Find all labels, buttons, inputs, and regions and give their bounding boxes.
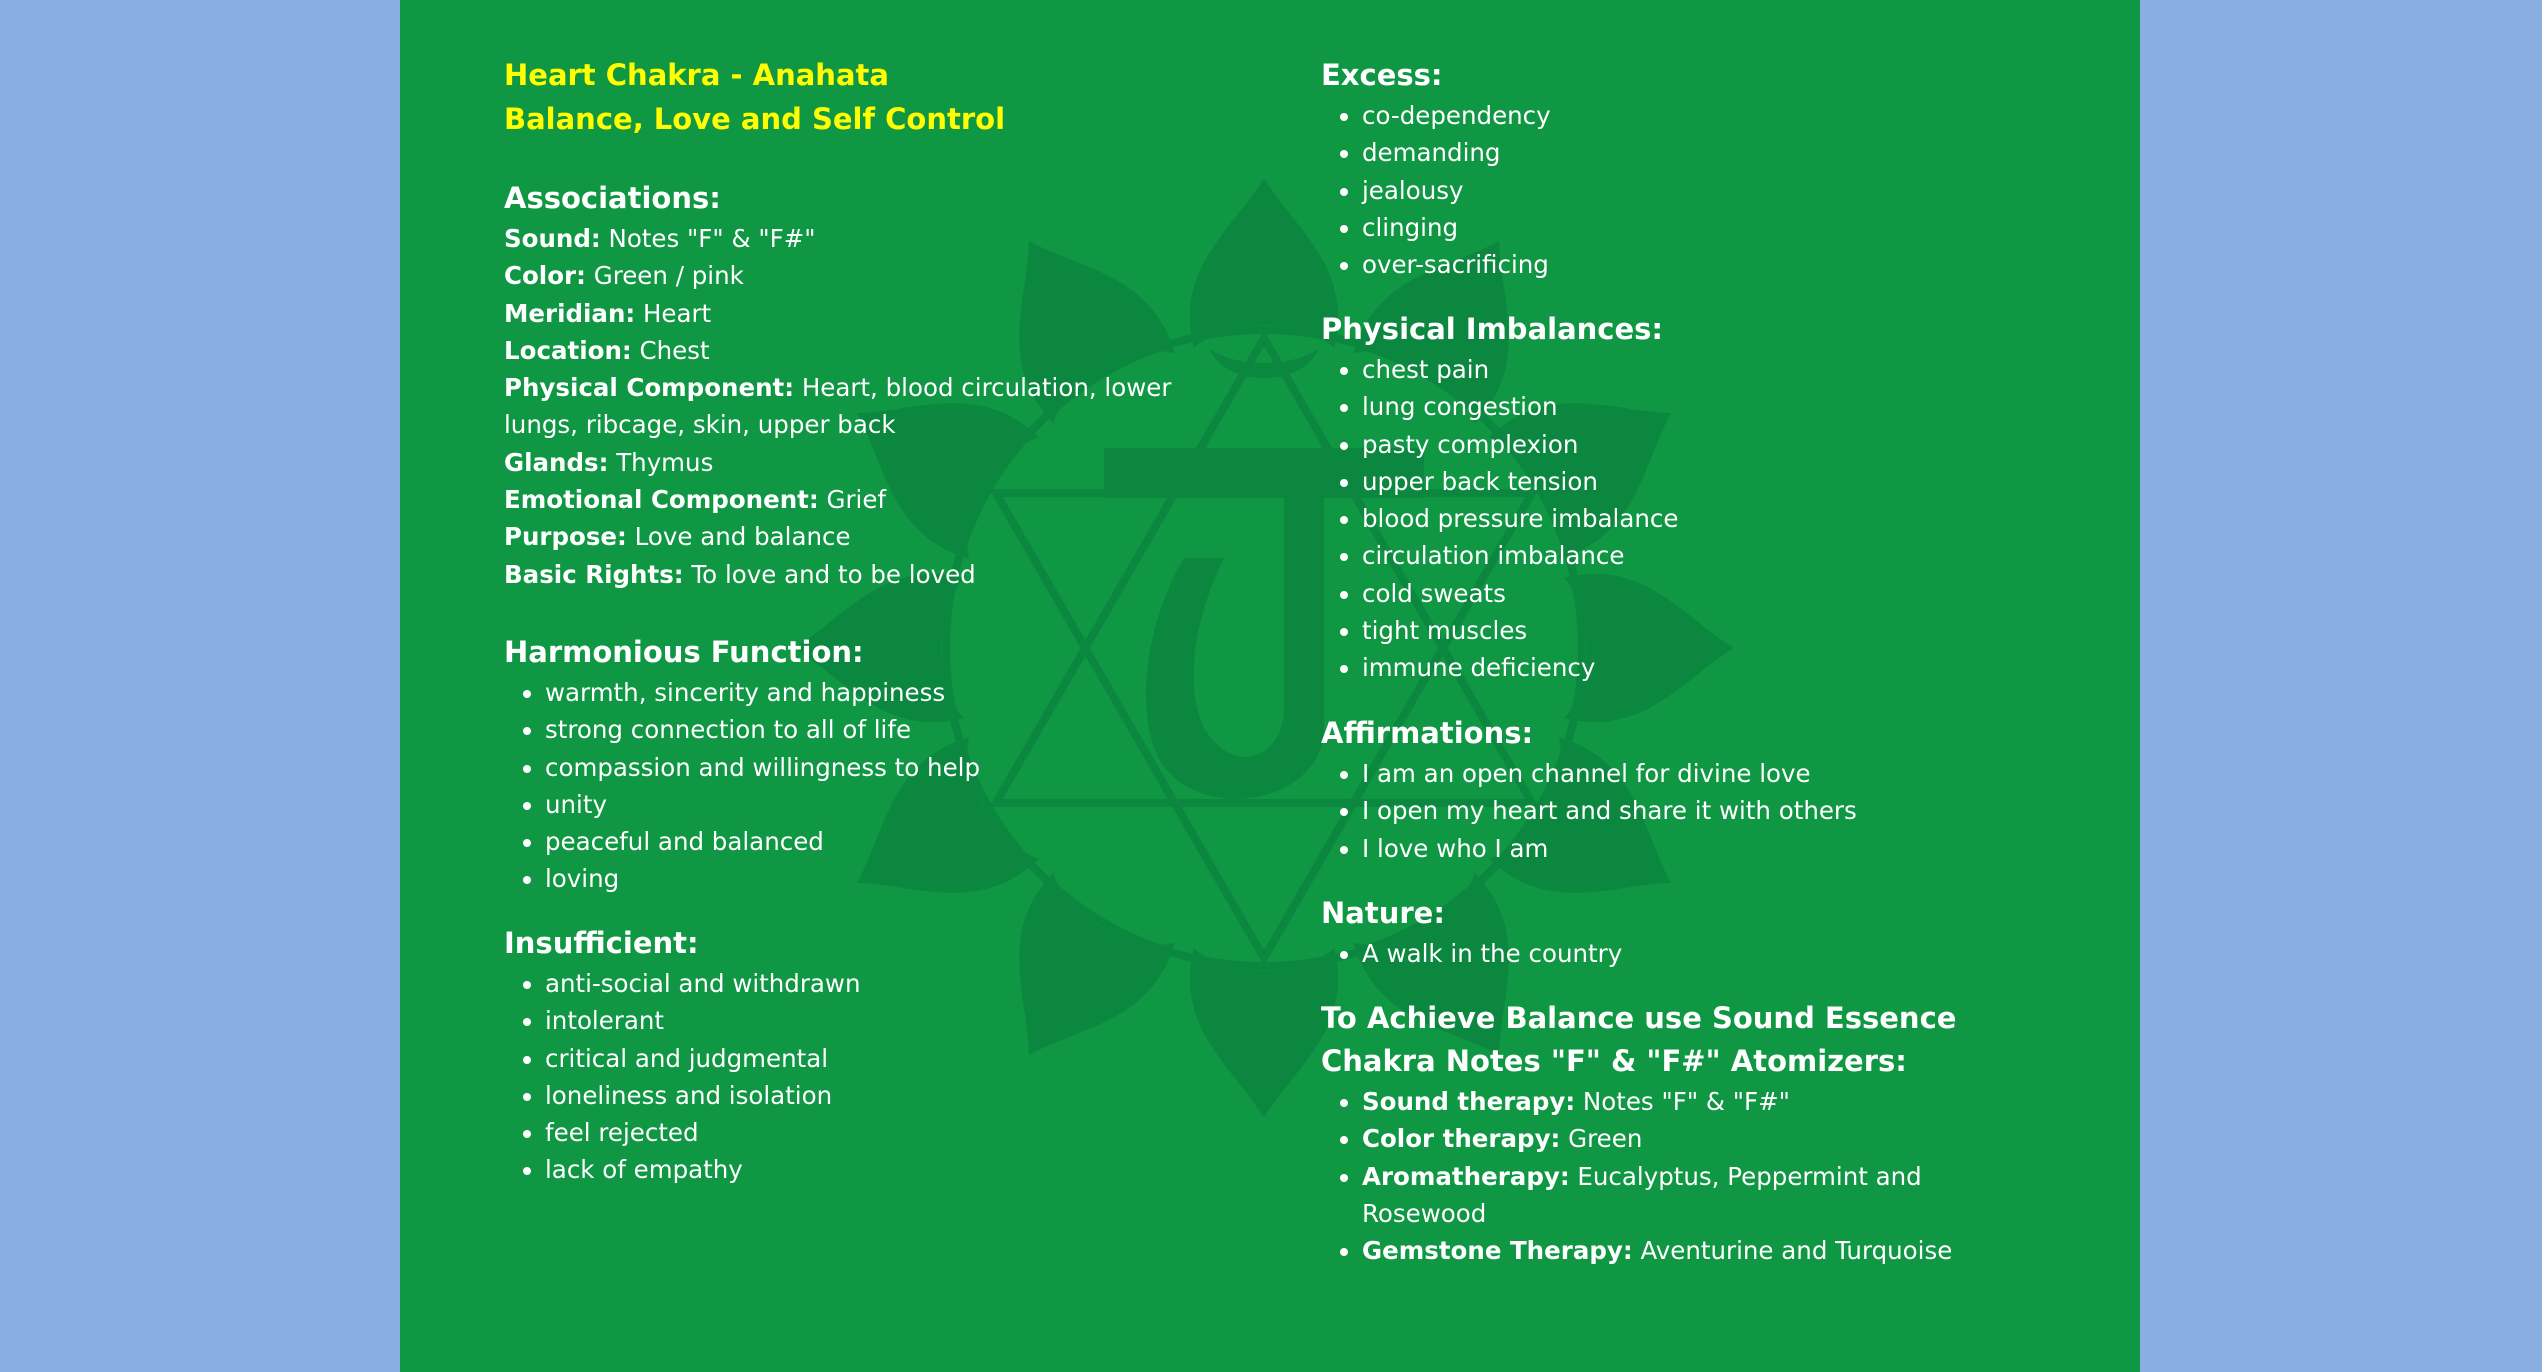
item-label: Physical Component:	[504, 373, 795, 403]
list-item: • critical and judgmental	[545, 1040, 861, 1077]
labeled-item	[1362, 1232, 2041, 1269]
list-item: • lack of empathy	[545, 1151, 861, 1188]
item-value: Heart, blood circulation, lower lungs, ribcage, skin, upper back	[504, 373, 1172, 440]
labeled-item	[504, 444, 1224, 481]
list-item: • pasty complexion	[1362, 426, 1678, 463]
labeled-item	[504, 332, 1224, 369]
item-value: Grief	[818, 485, 887, 515]
list-item: • clinging	[1362, 209, 1551, 246]
item-label: Aromatherapy:	[1362, 1161, 1570, 1191]
balance-section	[1321, 997, 2041, 1269]
labeled-item	[1362, 1158, 2041, 1233]
item-label: Gemstone Therapy:	[1362, 1236, 1633, 1266]
labeled-item	[1362, 1120, 2041, 1157]
list-item: • tight muscles	[1362, 612, 1678, 649]
labeled-item	[504, 518, 1224, 555]
list-item: • A walk in the country	[1362, 935, 1622, 972]
page-subtitle: Balance, Love and Self Control	[504, 102, 1006, 136]
labeled-item	[504, 257, 1224, 294]
nature-heading: Nature:	[1321, 896, 1445, 930]
list-item: • co-dependency	[1362, 97, 1551, 134]
excess-section	[1321, 54, 1551, 283]
item-label: Color:	[504, 261, 586, 291]
item-value: Chest	[631, 335, 710, 365]
item-value: Green	[1560, 1124, 1643, 1154]
associations-section	[504, 177, 1224, 593]
associations-heading: Associations:	[504, 181, 721, 215]
item-value: Love and balance	[626, 522, 851, 552]
list-item: • peaceful and balanced	[545, 823, 980, 860]
bullet-list	[1321, 755, 1857, 867]
bullet-list	[1321, 97, 1551, 283]
bullet-list	[504, 965, 861, 1189]
bullet-list	[1321, 351, 1678, 687]
lotus-petal	[1190, 948, 1338, 1118]
item-label: Purpose:	[504, 522, 627, 552]
bullet-list	[1321, 935, 1622, 972]
labeled-item	[504, 556, 1224, 593]
item-value: Thymus	[608, 447, 714, 477]
physical-imbalances-section	[1321, 308, 1678, 687]
item-label: Basic Rights:	[504, 559, 684, 589]
labeled-item	[504, 220, 1224, 257]
item-label: Sound:	[504, 224, 601, 253]
harmonious-section	[504, 631, 980, 898]
list-item: • anti-social and withdrawn	[545, 965, 861, 1002]
labeled-item	[504, 369, 1224, 444]
item-value: Aventurine and Turquoise	[1632, 1236, 1953, 1266]
list-item: • feel rejected	[545, 1114, 861, 1151]
list-item: • unity	[545, 786, 980, 823]
bullet-list	[504, 674, 980, 898]
labeled-item	[1362, 1083, 2041, 1120]
page-title: Heart Chakra - Anahata	[504, 58, 889, 92]
list-item: • I am an open channel for divine love	[1362, 755, 1857, 792]
item-value: Heart	[635, 298, 712, 328]
insufficient-section	[504, 922, 861, 1189]
list-item: • over-sacrificing	[1362, 246, 1551, 283]
item-label: Location:	[504, 335, 632, 365]
item-label: Meridian:	[504, 298, 636, 328]
item-value: Green / pink	[585, 261, 744, 291]
list-item: • chest pain	[1362, 351, 1678, 388]
list-item: • intolerant	[545, 1002, 861, 1039]
insufficient-heading: Insufficient:	[504, 926, 699, 960]
item-label: Sound therapy:	[1362, 1087, 1576, 1116]
item-label: Emotional Component:	[504, 485, 819, 515]
item-label: Color therapy:	[1362, 1124, 1561, 1154]
list-item: • compassion and willingness to help	[545, 749, 980, 786]
list-item: • jealousy	[1362, 172, 1551, 209]
excess-heading: Excess:	[1321, 58, 1443, 92]
list-item: • circulation imbalance	[1362, 537, 1678, 574]
physical-imbalances-heading: Physical Imbalances:	[1321, 312, 1664, 346]
content-panel	[400, 0, 2140, 1372]
list-item: • blood pressure imbalance	[1362, 500, 1678, 537]
affirmations-section	[1321, 712, 1857, 867]
item-value: Notes "F" & "F#"	[1575, 1087, 1790, 1116]
list-item: • warmth, sincerity and happiness	[545, 674, 980, 711]
labeled-item	[504, 295, 1224, 332]
list-item: • upper back tension	[1362, 463, 1678, 500]
balance-heading-line2: Chakra Notes "F" & "F#" Atomizers:	[1321, 1044, 1907, 1078]
list-item: • lung congestion	[1362, 388, 1678, 425]
list-item: • loneliness and isolation	[545, 1077, 861, 1114]
item-value: Eucalyptus, Peppermint and Rosewood	[1362, 1161, 1922, 1228]
list-item: • strong connection to all of life	[545, 711, 980, 748]
item-value: To love and to be loved	[683, 559, 976, 589]
list-item: • demanding	[1362, 134, 1551, 171]
balance-heading: To Achieve Balance use Sound Essence	[1321, 1001, 1957, 1035]
list-item: • loving	[545, 860, 980, 897]
list-item: • immune deficiency	[1362, 649, 1678, 686]
affirmations-heading: Affirmations:	[1321, 716, 1534, 750]
item-value: Notes "F" & "F#"	[600, 224, 816, 253]
labeled-item	[504, 481, 1224, 518]
item-label: Glands:	[504, 447, 609, 477]
list-item: • I open my heart and share it with others	[1362, 792, 1857, 829]
list-item: • I love who I am	[1362, 830, 1857, 867]
nature-section	[1321, 892, 1622, 972]
harmonious-heading: Harmonious Function:	[504, 635, 864, 669]
list-item: • cold sweats	[1362, 575, 1678, 612]
